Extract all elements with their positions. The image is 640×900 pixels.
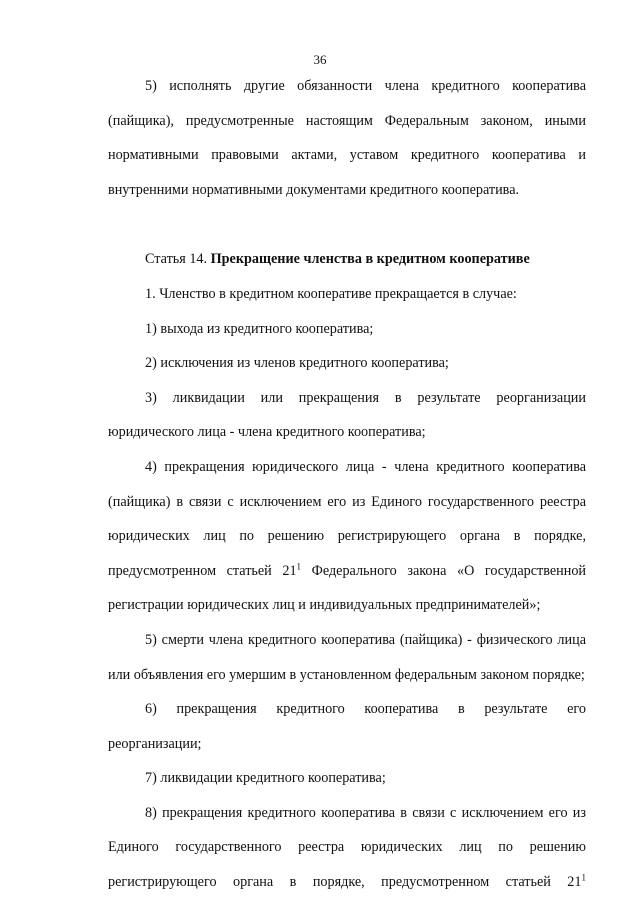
paragraph-obligations: 5) исполнять другие обязанности члена кредитного кооператива (пайщика), предусмотренные настоящим Федеральным законом, иными нормативными правовыми актами, уставом кредитного кооператива и внутренними нормативными документами кредитного кооператива. xyxy=(108,78,586,198)
list-item-4-text-end: Федерального закона «О государственной регистрации юридических лиц и индивидуальных предпринимателей»; xyxy=(108,562,587,614)
list-item-8 xyxy=(108,796,586,900)
list-item-8-text: 8) прекращения кредитного кооператива в связи с исключением его из Единого государственного реестра юридических лиц по решению регистрирующего органа в порядке, предусмотренном статьей 21 xyxy=(108,804,586,891)
section-gap xyxy=(108,207,586,242)
list-item-4-text: 4) прекращения юридического лица - члена кредитного кооператива (пайщика) в связи с исключением его из Единого государственного реестра юридических лиц по решению регистрирующего органа в порядке, предусмотренном статьей 21 xyxy=(108,458,586,579)
document-body xyxy=(108,69,586,900)
list-item-3: 3) ликвидации или прекращения в результате реорганизации юридического лица - члена кредитного кооператива; xyxy=(108,389,586,441)
list-item-6: 6) прекращения кредитного кооператива в результате его реорганизации; xyxy=(108,701,586,752)
article-label: Статья 14. xyxy=(145,251,208,268)
list-item-8-superscript: 1 xyxy=(581,872,586,883)
article-heading xyxy=(108,242,586,277)
list-item-7: 7) ликвидации кредитного кооператива; xyxy=(145,770,386,787)
list-item-4 xyxy=(108,450,586,623)
page-number: 36 xyxy=(313,52,327,67)
article-title: Прекращение членства в кредитном кооперативе xyxy=(210,251,530,268)
paragraph-intro: 1. Членство в кредитном кооперативе прекращается в случае: xyxy=(145,285,517,302)
list-item-4-superscript: 1 xyxy=(296,560,302,571)
list-item-5: 5) смерти члена кредитного кооператива (пайщика) - физического лица или объявления его умершим в установленном федеральным законом порядке; xyxy=(108,631,586,683)
list-item-1: 1) выхода из кредитного кооператива; xyxy=(145,320,374,337)
list-item-2: 2) исключения из членов кредитного кооператива; xyxy=(145,355,449,372)
